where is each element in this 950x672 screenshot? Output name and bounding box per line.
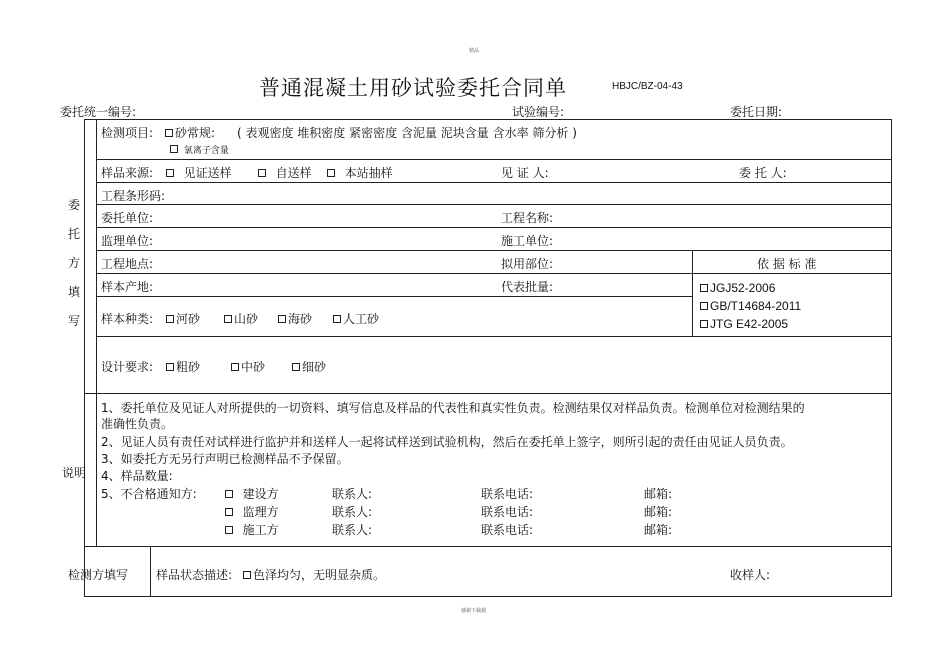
receiver-label: 收样人: — [730, 568, 771, 582]
kind-option-mountain[interactable]: 山砂 — [224, 310, 258, 327]
checkbox-icon — [700, 320, 708, 328]
checkbox-icon — [170, 145, 178, 153]
basis-header: 依 据 标 准 — [757, 257, 817, 271]
note-side-label: 说明 — [62, 466, 87, 480]
state-label: 样品状态描述: — [156, 568, 233, 582]
checkbox-icon — [231, 363, 239, 371]
notify-option-construct[interactable]: 施工方 — [225, 521, 279, 538]
phone-label: 联系电话: — [481, 523, 534, 537]
row-line — [84, 546, 892, 547]
origin-label: 样本产地: — [101, 280, 154, 294]
email-label: 邮箱: — [644, 487, 673, 501]
kind-label: 样本种类: — [101, 312, 154, 326]
form-code: HBJC/BZ-04-43 — [612, 81, 683, 92]
phone-label: 联系电话: — [481, 505, 534, 519]
kind-option-sea[interactable]: 海砂 — [278, 310, 312, 327]
checkbox-icon — [327, 169, 335, 177]
supervise-unit-label: 监理单位: — [101, 234, 154, 248]
checkbox-icon — [292, 363, 300, 371]
entrust-no-label: 委托统一编号: — [60, 105, 137, 119]
lab-side-label: 检测方填写 — [68, 568, 129, 582]
checkbox-icon — [333, 315, 341, 323]
witness-label: 见 证 人: — [501, 166, 549, 180]
sand-items: ( 表观密度 堆积密度 紧密密度 含泥量 泥块含量 含水率 筛分析 ) — [237, 126, 577, 140]
phone-label: 联系电话: — [481, 487, 534, 501]
checkbox-icon — [258, 169, 266, 177]
basis-divider — [692, 250, 693, 336]
checkbox-icon — [166, 363, 174, 371]
state-option[interactable]: 色泽均匀，无明显杂质。 — [243, 566, 385, 583]
row-line — [96, 227, 892, 228]
note-5: 5、不合格通知方: — [101, 487, 197, 501]
client-side-label: 委 托 方 填 写 — [68, 198, 81, 328]
chloride-option[interactable]: 氯离子含量 — [170, 142, 229, 156]
design-label: 设计要求: — [101, 360, 154, 374]
project-name-label: 工程名称: — [501, 211, 554, 225]
source-label: 样品来源: — [101, 166, 154, 180]
client-label: 委 托 人: — [739, 166, 787, 180]
row-line — [96, 204, 892, 205]
checkbox-icon — [225, 526, 233, 534]
construct-unit-label: 施工单位: — [501, 234, 554, 248]
row-line — [96, 296, 692, 297]
checkbox-icon — [165, 129, 173, 137]
project-site-label: 工程地点: — [101, 257, 154, 271]
note-4: 4、样品数量: — [101, 469, 173, 483]
standard-option-gb[interactable]: GB/T14684-2011 — [700, 299, 801, 313]
lab-divider — [150, 546, 151, 597]
note-1-cont: 准确性负责。 — [101, 417, 174, 431]
row-line — [96, 182, 892, 183]
checkbox-icon — [166, 315, 174, 323]
design-option-coarse[interactable]: 粗砂 — [166, 358, 200, 375]
checkbox-icon — [225, 508, 233, 516]
items-label: 检测项目: — [101, 126, 154, 140]
notify-option-supervise[interactable]: 监理方 — [225, 503, 279, 520]
checkbox-icon — [700, 284, 708, 292]
contact-label: 联系人: — [332, 505, 373, 519]
source-option-station[interactable]: 本站抽样 — [327, 164, 393, 181]
test-no-label: 试验编号: — [512, 105, 565, 119]
intended-part-label: 拟用部位: — [501, 257, 554, 271]
note-3: 3、如委托方无另行声明已检测样品不予保留。 — [101, 452, 349, 466]
design-option-medium[interactable]: 中砂 — [231, 358, 265, 375]
notify-option-build[interactable]: 建设方 — [225, 485, 279, 502]
client-unit-label: 委托单位: — [101, 211, 154, 225]
row-line — [96, 250, 892, 251]
row-line — [96, 336, 892, 337]
note-1: 1、委托单位及见证人对所提供的一切资料、填写信息及样品的代表性和真实性负责。检测结果仅对样品负责。检测单位对检测结果的 — [101, 401, 805, 415]
checkbox-icon — [224, 315, 232, 323]
sand-routine-option[interactable]: 砂常规: — [165, 124, 215, 141]
batch-label: 代表批量: — [501, 280, 554, 294]
standard-option-jgj[interactable]: JGJ52-2006 — [700, 281, 775, 295]
barcode-label: 工程条形码: — [101, 189, 166, 203]
source-option-witness[interactable]: 见证送样 — [166, 164, 232, 181]
checkbox-icon — [278, 315, 286, 323]
source-option-self[interactable]: 自送样 — [258, 164, 312, 181]
checkbox-icon — [700, 302, 708, 310]
note-2: 2、见证人员有责任对试样进行监护并和送样人一起将试样送到试验机构，然后在委托单上签字，则所引起的责任由见证人员负责。 — [101, 435, 793, 449]
row-line — [84, 393, 892, 394]
bottom-mark: 感谢下载载 — [461, 608, 487, 614]
entrust-date-label: 委托日期: — [730, 105, 783, 119]
form-title: 普通混凝土用砂试验委托合同单 — [259, 76, 567, 100]
checkbox-icon — [243, 571, 251, 579]
row-line — [96, 273, 892, 274]
email-label: 邮箱: — [644, 523, 673, 537]
design-option-fine[interactable]: 细砂 — [292, 358, 326, 375]
side-divider — [96, 119, 97, 546]
standard-option-jtg[interactable]: JTG E42-2005 — [700, 317, 788, 331]
checkbox-icon — [225, 490, 233, 498]
contact-label: 联系人: — [332, 487, 373, 501]
checkbox-icon — [166, 169, 174, 177]
kind-option-river[interactable]: 河砂 — [166, 310, 200, 327]
row-line — [96, 159, 892, 160]
kind-option-manmade[interactable]: 人工砂 — [333, 310, 379, 327]
top-mark: 精品 — [469, 48, 480, 54]
contact-label: 联系人: — [332, 523, 373, 537]
email-label: 邮箱: — [644, 505, 673, 519]
